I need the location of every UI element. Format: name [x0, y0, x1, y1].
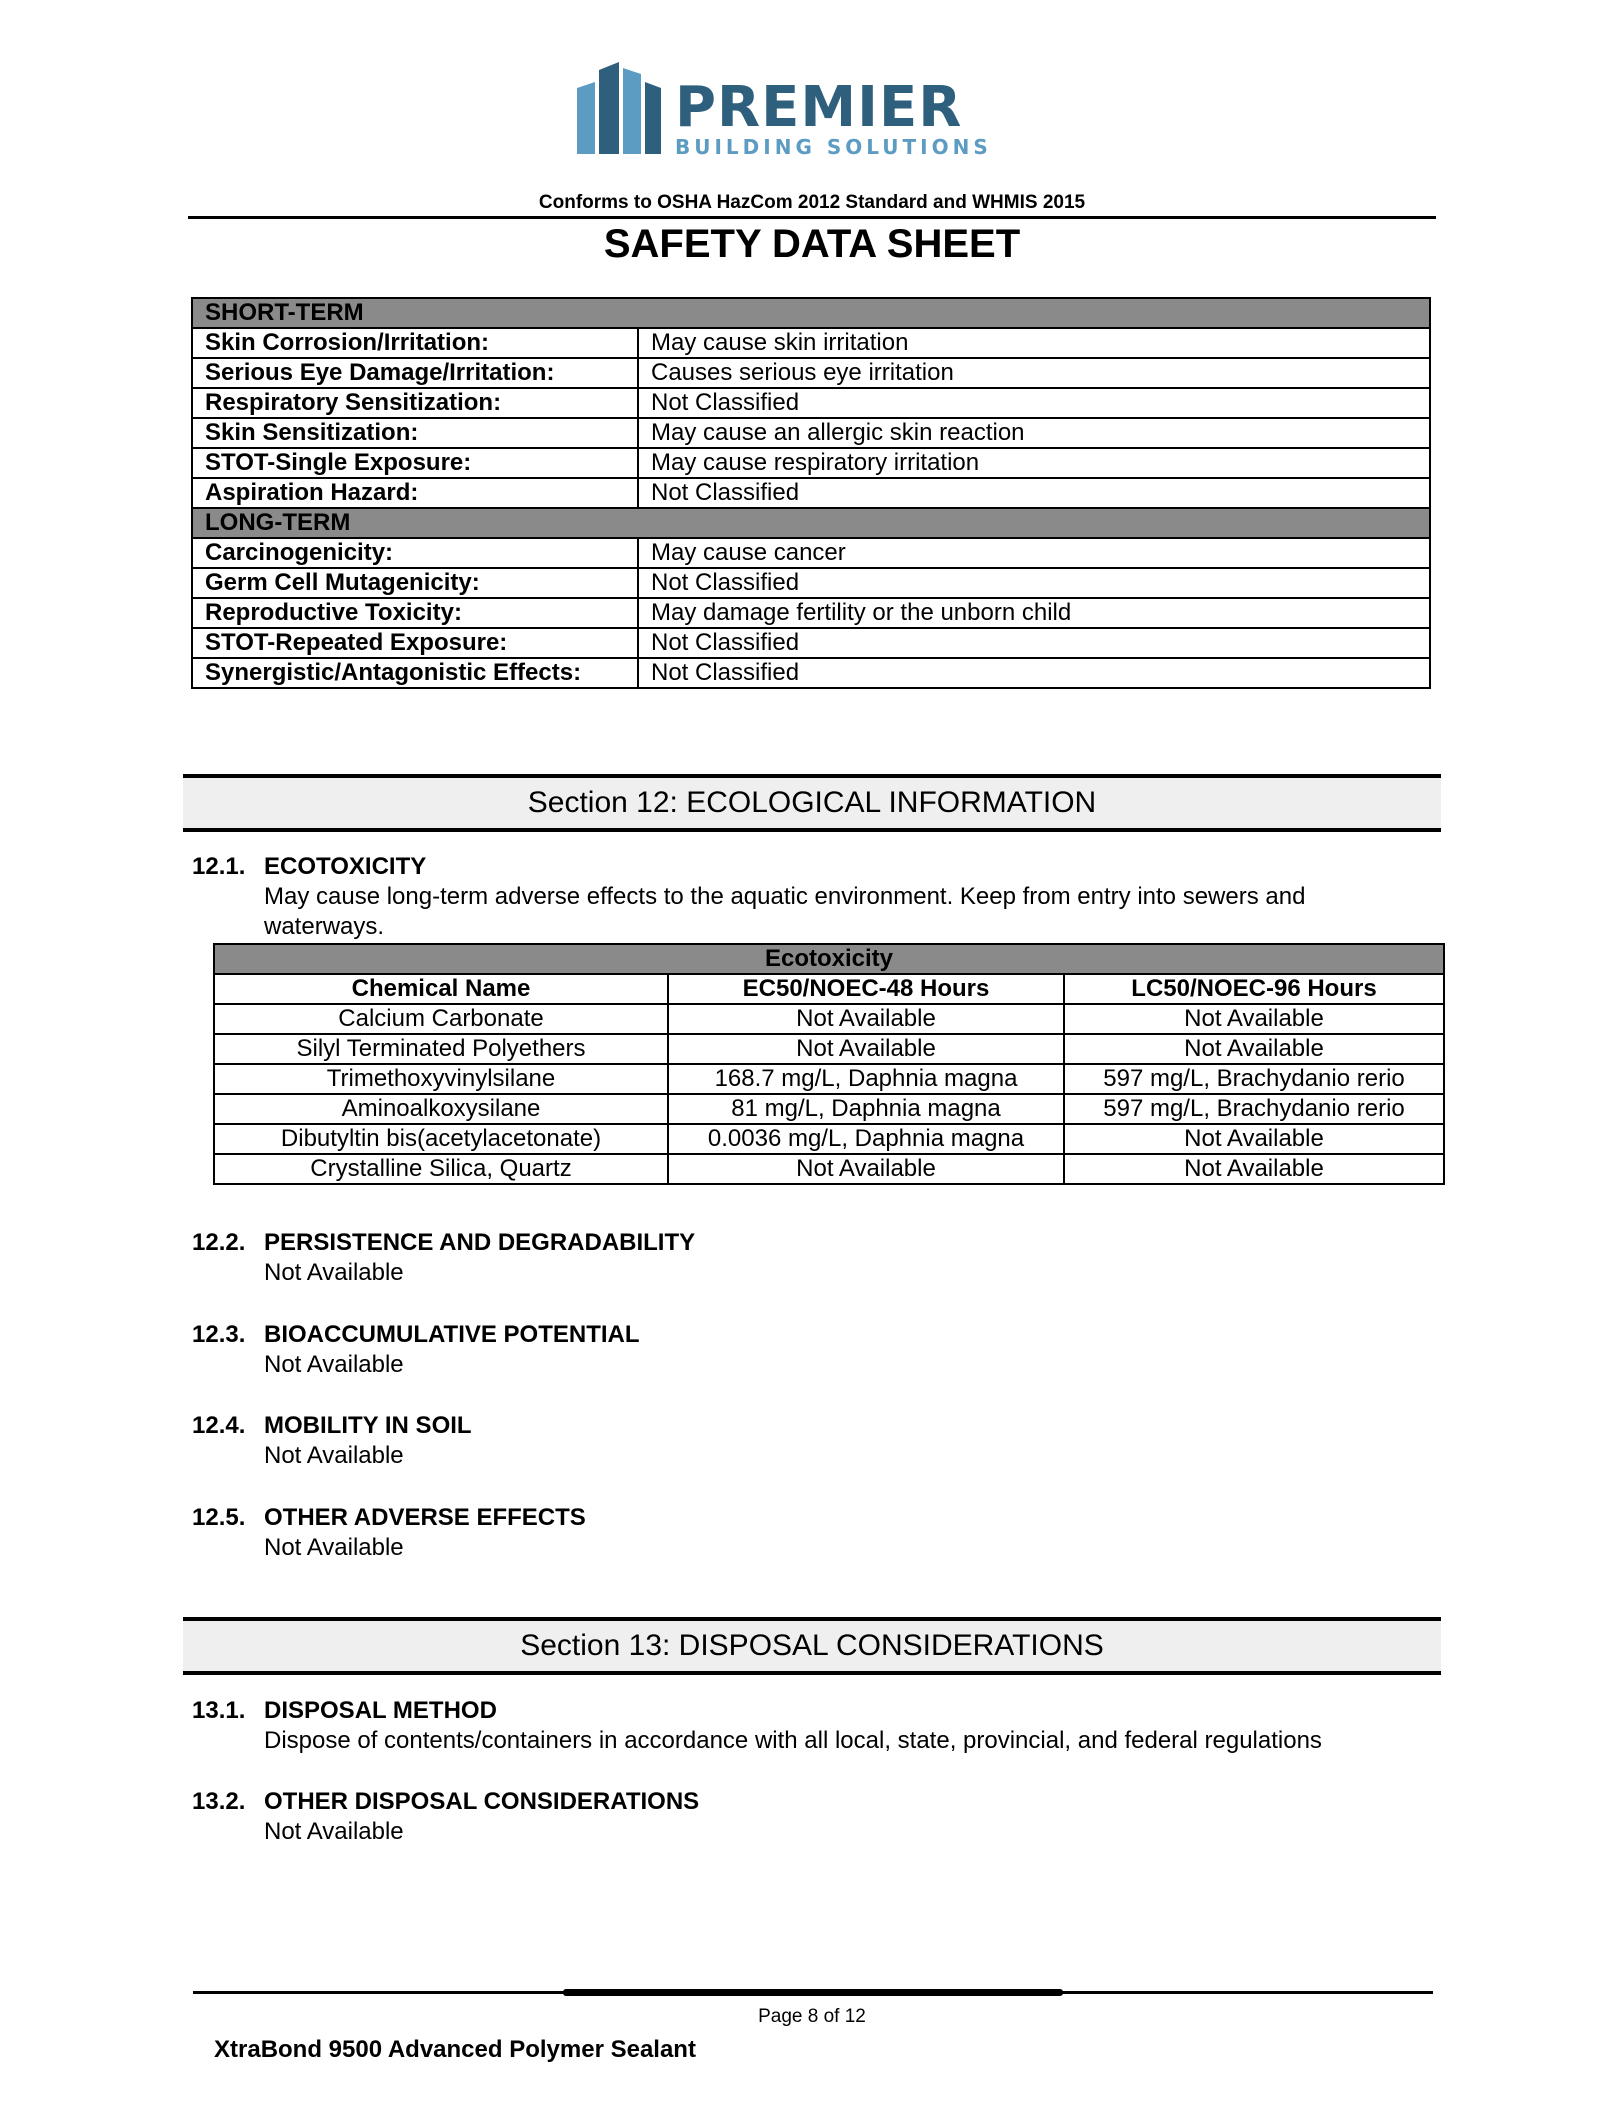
subsection-13-1-heading — [192, 1697, 497, 1725]
row-label: Skin Corrosion/Irritation: — [192, 328, 638, 358]
table-cell: 168.7 mg/L, Daphnia magna — [668, 1064, 1064, 1094]
subsection-title: PERSISTENCE AND DEGRADABILITY — [264, 1229, 696, 1256]
long-term-header: LONG-TERM — [192, 508, 1430, 538]
subsection-number: 12.1. — [192, 853, 246, 880]
subsection-number: 13.2. — [192, 1788, 246, 1815]
table-row — [214, 1034, 1444, 1064]
table-row — [192, 658, 1430, 688]
subsection-title: BIOACCUMULATIVE POTENTIAL — [264, 1321, 640, 1348]
column-header: EC50/NOEC-48 Hours — [668, 974, 1064, 1004]
row-label: Aspiration Hazard: — [192, 478, 638, 508]
table-row — [192, 598, 1430, 628]
table-cell: Not Available — [1064, 1154, 1444, 1184]
table-row — [192, 478, 1430, 508]
table-cell: Not Available — [668, 1154, 1064, 1184]
table-cell: Not Available — [1064, 1034, 1444, 1064]
row-label: Reproductive Toxicity: — [192, 598, 638, 628]
table-section-header — [192, 508, 1430, 538]
subsection-title: ECOTOXICITY — [264, 853, 427, 880]
subsection-number: 12.5. — [192, 1504, 246, 1531]
subsection-12-2-text: Not Available — [264, 1259, 404, 1286]
subsection-12-5-heading — [192, 1504, 586, 1532]
product-name: XtraBond 9500 Advanced Polymer Sealant — [214, 2036, 696, 2063]
subsection-title: OTHER DISPOSAL CONSIDERATIONS — [264, 1788, 700, 1815]
section-13-header: Section 13: DISPOSAL CONSIDERATIONS — [183, 1617, 1441, 1675]
table-cell: 597 mg/L, Brachydanio rerio — [1064, 1064, 1444, 1094]
subsection-number: 12.4. — [192, 1412, 246, 1439]
row-value: May cause respiratory irritation — [638, 448, 1430, 478]
table-row — [192, 328, 1430, 358]
conformance-statement: Conforms to OSHA HazCom 2012 Standard and WHMIS 2015 — [538, 192, 1086, 213]
table-cell: Crystalline Silica, Quartz — [214, 1154, 668, 1184]
table-row — [214, 1124, 1444, 1154]
row-value: Not Classified — [638, 478, 1430, 508]
row-label: Synergistic/Antagonistic Effects: — [192, 658, 638, 688]
row-value: Not Classified — [638, 388, 1430, 418]
ecotoxicity-table — [213, 943, 1445, 1185]
document-title: SAFETY DATA SHEET — [603, 222, 1021, 266]
table-cell: Calcium Carbonate — [214, 1004, 668, 1034]
subsection-13-2-text: Not Available — [264, 1818, 404, 1845]
subsection-12-4-text: Not Available — [264, 1442, 404, 1469]
table-section-header — [192, 298, 1430, 328]
logo-brand-text: PREMIER — [675, 75, 963, 140]
table-row — [192, 448, 1430, 478]
table-row — [192, 358, 1430, 388]
subsection-12-3-heading — [192, 1321, 640, 1349]
table-row — [192, 538, 1430, 568]
row-value: May cause skin irritation — [638, 328, 1430, 358]
short-term-header: SHORT-TERM — [192, 298, 1430, 328]
subsection-12-3-text: Not Available — [264, 1351, 404, 1378]
table-row — [214, 1064, 1444, 1094]
subsection-13-1-text: Dispose of contents/containers in accordance with all local, state, provincial, and federal regulations — [264, 1727, 1322, 1754]
company-logo — [575, 62, 1055, 162]
row-value: May damage fertility or the unborn child — [638, 598, 1430, 628]
page-number: Page 8 of 12 — [758, 2006, 866, 2027]
row-label: Germ Cell Mutagenicity: — [192, 568, 638, 598]
footer-rule-accent — [563, 1989, 1063, 1996]
table-row — [214, 1004, 1444, 1034]
table-row — [192, 388, 1430, 418]
table-row — [192, 568, 1430, 598]
ecotoxicity-text-line-1: May cause long-term adverse effects to the aquatic environment. Keep from entry into sewers and — [264, 883, 1306, 910]
subsection-12-4-heading — [192, 1412, 472, 1440]
header-rule — [188, 216, 1436, 219]
row-value: Not Classified — [638, 628, 1430, 658]
row-label: STOT-Repeated Exposure: — [192, 628, 638, 658]
row-value: Causes serious eye irritation — [638, 358, 1430, 388]
table-row — [192, 628, 1430, 658]
table-cell: 0.0036 mg/L, Daphnia magna — [668, 1124, 1064, 1154]
table-cell: Silyl Terminated Polyethers — [214, 1034, 668, 1064]
subsection-title: MOBILITY IN SOIL — [264, 1412, 472, 1439]
table-cell: Not Available — [668, 1034, 1064, 1064]
table-cell: 597 mg/L, Brachydanio rerio — [1064, 1094, 1444, 1124]
row-value: Not Classified — [638, 658, 1430, 688]
row-label: STOT-Single Exposure: — [192, 448, 638, 478]
subsection-number: 13.1. — [192, 1697, 246, 1724]
subsection-title: DISPOSAL METHOD — [264, 1697, 497, 1724]
subsection-13-2-heading — [192, 1788, 699, 1816]
table-cell: 81 mg/L, Daphnia magna — [668, 1094, 1064, 1124]
table-row — [214, 1154, 1444, 1184]
table-header-row — [214, 974, 1444, 1004]
logo-sub-text: BUILDING SOLUTIONS — [675, 135, 992, 159]
row-value: May cause cancer — [638, 538, 1430, 568]
ecotoxicity-text-line-2: waterways. — [264, 913, 385, 940]
column-header: Chemical Name — [214, 974, 668, 1004]
table-cell: Dibutyltin bis(acetylacetonate) — [214, 1124, 668, 1154]
ecotoxicity-table-title: Ecotoxicity — [214, 944, 1444, 974]
row-label: Carcinogenicity: — [192, 538, 638, 568]
table-cell: Not Available — [668, 1004, 1064, 1034]
subsection-number: 12.3. — [192, 1321, 246, 1348]
subsection-12-1-heading — [192, 853, 426, 881]
table-row — [214, 1094, 1444, 1124]
subsection-number: 12.2. — [192, 1229, 246, 1256]
section-12-header: Section 12: ECOLOGICAL INFORMATION — [183, 774, 1441, 832]
subsection-title: OTHER ADVERSE EFFECTS — [264, 1504, 586, 1531]
table-cell: Not Available — [1064, 1004, 1444, 1034]
row-label: Serious Eye Damage/Irritation: — [192, 358, 638, 388]
row-label: Skin Sensitization: — [192, 418, 638, 448]
row-label: Respiratory Sensitization: — [192, 388, 638, 418]
table-title-row — [214, 944, 1444, 974]
table-cell: Trimethoxyvinylsilane — [214, 1064, 668, 1094]
table-cell: Not Available — [1064, 1124, 1444, 1154]
table-cell: Aminoalkoxysilane — [214, 1094, 668, 1124]
toxicity-table — [191, 297, 1431, 689]
subsection-12-2-heading — [192, 1229, 695, 1257]
building-logo-icon — [575, 62, 665, 162]
row-value: May cause an allergic skin reaction — [638, 418, 1430, 448]
table-row — [192, 418, 1430, 448]
row-value: Not Classified — [638, 568, 1430, 598]
column-header: LC50/NOEC-96 Hours — [1064, 974, 1444, 1004]
subsection-12-5-text: Not Available — [264, 1534, 404, 1561]
